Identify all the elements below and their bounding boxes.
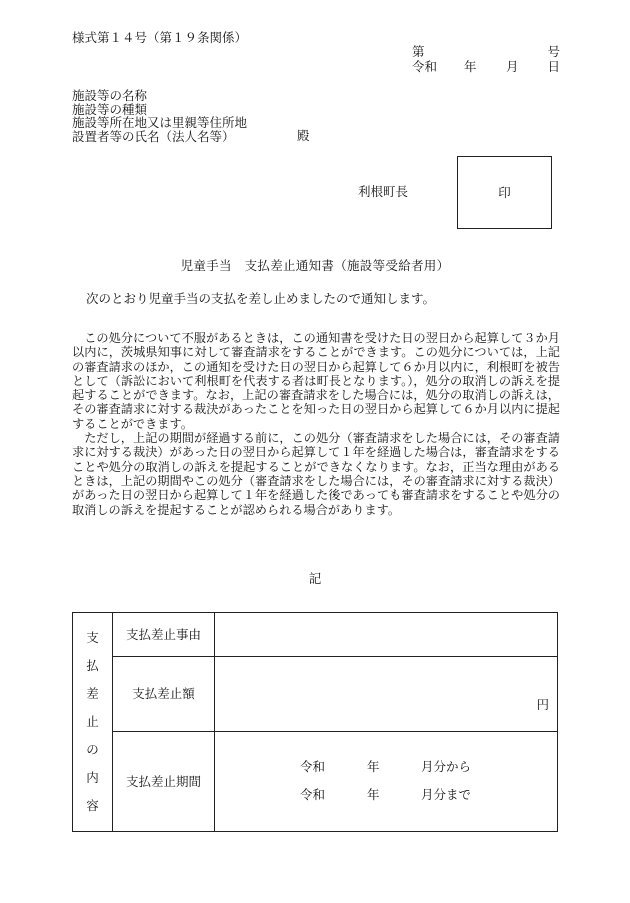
addressee-line: 施設等の種類 xyxy=(72,101,148,117)
ki-heading: 記 xyxy=(308,571,322,586)
addressee-line: 施設等の名称 xyxy=(72,88,148,103)
issue-date xyxy=(412,59,560,75)
appeal-paragraph: この処分について不服があるときは，この通知書を受けた日の翌日から起算して３か月以内に，茨城県知事に対して審査請求をすることができます。この処分については，上記の審査請求のほか，この通知を受けた日の翌日から起算して６か月以内に，利根町を被告として（訴訟において利根町を代表する者は町長となります。），処分の取消しの訴えを提起することができます。なお，上記の審査請求をした場合には，処分の取消しの訴えは，その審査請求に対する裁決があったことを知った日の翌日から起算して６か月以内に提起することができます。 xyxy=(72,331,560,431)
intro-text: 次のとおり児童手当の支払を差し止めましたので通知します。 xyxy=(86,291,436,306)
reason-value-field[interactable] xyxy=(215,613,558,657)
appeal-paragraph: ただし，上記の期間が経過する前に，この処分（審査請求をした場合には，その審査請求に対する裁決）があった日の翌日から起算して１年を経過した場合は，審査請求をすることや処分の取消しの訴えを提起することができなくなります。なお，正当な理由があるときは，上記の期間やこの処分（審査請求をした場合には，その審査請求に対する裁決）があった日の翌日から起算して１年を経過した後であっても審査請求をすることや処分の取消しの訴えを提起することが認められる場合があります。 xyxy=(72,431,560,517)
side-label xyxy=(73,613,113,832)
doc-number-suffix: 号 xyxy=(547,44,560,59)
period-to-month: 月分まで xyxy=(421,786,472,802)
period-from-era: 令和 xyxy=(300,758,326,774)
addressee-block xyxy=(72,88,247,142)
addressee-line: 施設等所在地又は里親等住所地 xyxy=(72,115,248,130)
side-label-char: 内 xyxy=(86,770,99,785)
side-label-char: の xyxy=(86,742,99,757)
seal-box xyxy=(457,156,552,229)
reason-label: 支払差止事由 xyxy=(113,613,215,657)
side-label-char: 払 xyxy=(86,658,99,673)
amount-value-field[interactable] xyxy=(215,657,558,732)
amount-label: 支払差止額 xyxy=(113,657,215,732)
period-value-field[interactable] xyxy=(215,732,558,832)
document-title: 児童手当 支払差止通知書（施設等受給者用） xyxy=(180,258,450,273)
issuer-title: 利根町長 xyxy=(358,184,409,199)
doc-number-prefix: 第 xyxy=(412,44,425,59)
period-label: 支払差止期間 xyxy=(113,732,215,832)
date-day: 日 xyxy=(547,59,560,74)
amount-unit: 円 xyxy=(536,697,549,713)
appeal-notice xyxy=(72,331,560,517)
side-label-char: 止 xyxy=(86,714,99,729)
side-label-char: 差 xyxy=(86,686,99,701)
period-to-year: 年 xyxy=(367,786,380,802)
period-to-era: 令和 xyxy=(300,786,326,802)
side-label-char: 支 xyxy=(86,630,99,645)
side-label-char: 容 xyxy=(86,798,99,813)
honorific: 殿 xyxy=(297,128,310,143)
date-year: 年 xyxy=(464,59,477,74)
date-month: 月 xyxy=(506,59,519,74)
suspension-details-table xyxy=(72,612,558,832)
period-from-month: 月分から xyxy=(421,758,472,774)
addressee-line: 設置者等の氏名（法人名等） xyxy=(72,128,235,144)
date-era: 令和 xyxy=(412,59,438,74)
period-from-year: 年 xyxy=(367,758,380,774)
form-number: 様式第１４号（第１９条関係） xyxy=(72,30,248,45)
seal-label: 印 xyxy=(498,184,511,200)
